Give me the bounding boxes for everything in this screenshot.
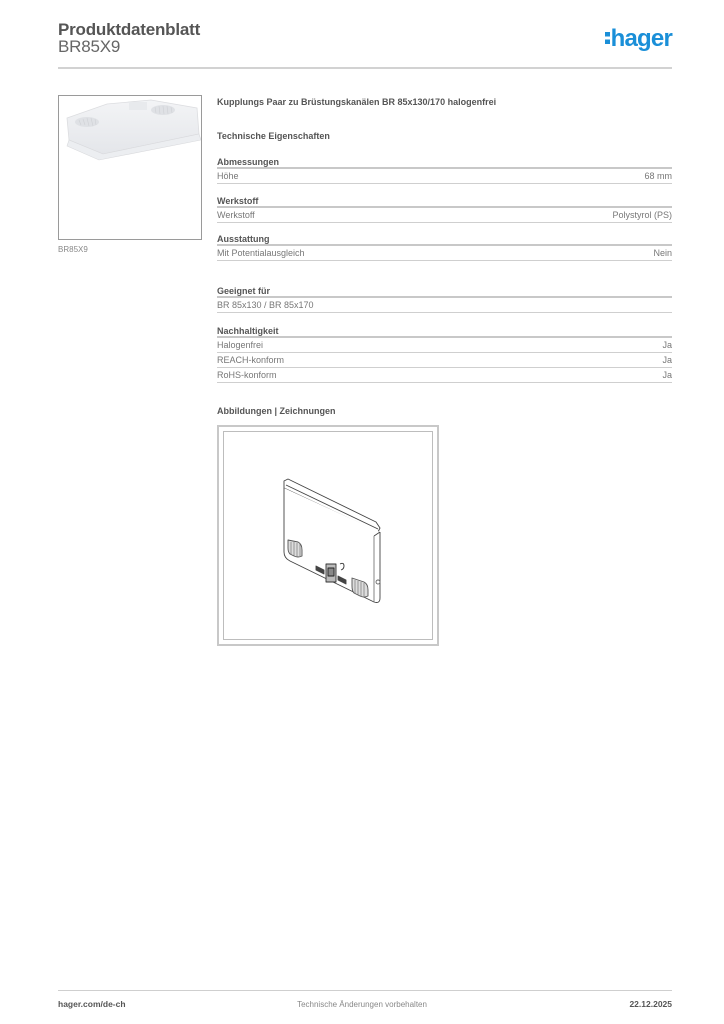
property-value: Ja: [662, 355, 672, 365]
group-title: Nachhaltigkeit: [217, 325, 672, 338]
property-row: [217, 368, 672, 383]
hager-logo: [605, 27, 672, 51]
property-label: Höhe: [217, 171, 239, 181]
footer-divider: [58, 990, 672, 991]
group-nachhaltigkeit: [217, 325, 672, 383]
property-value: 68 mm: [644, 171, 672, 181]
header-divider: [58, 67, 672, 69]
group-title: Geeignet für: [217, 285, 672, 298]
group-title: Abmessungen: [217, 156, 672, 169]
property-value: Polystyrol (PS): [612, 210, 672, 220]
property-value: Ja: [662, 370, 672, 380]
property-row: [217, 353, 672, 368]
product-photo: [58, 95, 202, 240]
group-title: Werkstoff: [217, 195, 672, 208]
drawings-heading: Abbildungen | Zeichnungen: [217, 406, 336, 416]
footer-date: 22.12.2025: [629, 999, 672, 1009]
group-abmessungen: [217, 156, 672, 184]
group-werkstoff: [217, 195, 672, 223]
group-ausstattung: [217, 233, 672, 261]
document-title: Produktdatenblatt: [58, 20, 201, 39]
property-row: [217, 208, 672, 223]
property-label: REACH-konform: [217, 355, 285, 365]
group-geeignet-fuer: [217, 285, 672, 313]
property-label: RoHS-konform: [217, 370, 277, 380]
property-label: Halogenfrei: [217, 340, 264, 350]
technical-properties-heading: Technische Eigenschaften: [217, 131, 330, 141]
footer-website-link[interactable]: hager.com/de-ch: [58, 999, 126, 1009]
property-row: [217, 246, 672, 261]
product-photo-image: [59, 96, 201, 239]
coupling-drawing-image: [224, 432, 434, 641]
logo-colon-icon: [605, 26, 611, 50]
property-label: Mit Potentialausgleich: [217, 248, 305, 258]
technical-drawing: [217, 425, 439, 646]
product-photo-caption: BR85X9: [58, 245, 88, 254]
property-label: Werkstoff: [217, 210, 255, 220]
property-row: [217, 169, 672, 184]
property-row: [217, 298, 672, 313]
product-description: Kupplungs Paar zu Brüstungskanälen BR 85x130/170 halogenfrei: [217, 97, 497, 107]
drawing-inner-frame: [223, 431, 433, 640]
property-value: Ja: [662, 340, 672, 350]
article-number: BR85X9: [58, 37, 121, 56]
footer-notice: Technische Änderungen vorbehalten: [297, 1000, 427, 1009]
property-value: Nein: [653, 248, 672, 258]
group-title: Ausstattung: [217, 233, 672, 246]
property-label: BR 85x130 / BR 85x170: [217, 300, 314, 310]
logo-text: hager: [610, 25, 672, 52]
property-row: [217, 338, 672, 353]
